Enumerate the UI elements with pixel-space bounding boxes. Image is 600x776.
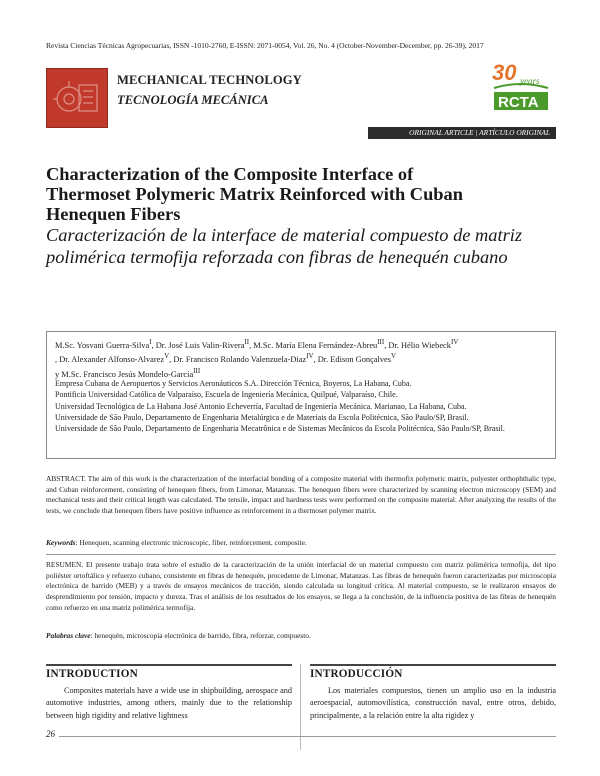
palabras-clave: Palabras clave: henequén, microscopía electrónica de barrido, fibra, reforzar, compuesto. [46,631,311,640]
journal-header: Revista Ciencias Técnicas Agropecuarias, ISSN -1010-2760, E-ISSN: 2071-0054, Vol. 26, No. 4 (October-November-December, pp. 26-39), 2017 [46,41,484,50]
rcta-logo [488,58,552,118]
page-number: 26 [46,729,55,739]
section-title-es: TECNOLOGÍA MECÁNICA [117,93,269,107]
divider [46,554,556,555]
affiliation-item: Empresa Cubana de Aeropuertos y Servicios Aeronáuticos S.A. Dirección Técnica, Boyeros, La Habana, Cuba. [55,379,412,388]
affiliation-item: Universidade de São Paulo, Departamento de Engenharia Mecatrônica e de Sistemas Mecânicos da Escola Politécnica, São Paulo/SP, Brasil. [55,424,505,434]
affiliation-item: Pontificia Universidad Católica de Valparaíso, Escuela de Ingeniería Mecánica, Quilpué, Valparaíso, Chile. [55,390,398,400]
logo-years-text: years [520,76,540,86]
resumen: RESUMEN. El presente trabajo trata sobre el estudio de la caracterización de la unión interfacial de un material compuesto con matriz polimérica termofija, del tipo poliéster ortoftálico y refuerzo cubano, consistente en fibras de henequén, procedente de Limonar, Matanzas. Las fibras de henequén fueron caracterizadas por microscopia electrónica de barrido (MEB) y a través de ensayos mecánicos de tracción, siendo calculada su longitud crítica. Al material compuesto, se le realizaron ensayos de desprendimiento por tensión, impacto y dureza. Tras el análisis de los resultados de los ensayos, se llega a la conclusión, de la influencia positiva de las fibras de henequén como refuerzo en una matriz polimérica termofija. [46,560,556,612]
logo-years-number: 30 [492,60,517,85]
footer-rule [59,736,556,737]
heading-introduction: INTRODUCTION [46,668,138,680]
column-separator [300,664,301,750]
keywords: Keywords: Henequen, scanning electronic microscopic, fiber, reinforcement, composite. [46,538,307,547]
affiliation-item: Universidade de São Paulo, Departamento de Engenharia Metalúrgica e de Materiais da Escola Politécnica, São Paulo/SP, Brasil. [55,412,469,422]
section-logo [46,68,108,128]
abstract: ABSTRACT. The aim of this work is the characterization of the interfacial bonding of a composite material with thermofix polymeric matrix, polyester orthophthalic type, and Cuban reinforcement, consisting of henequen fibers, from Limonar, Matanzas. The henequen fibers were characterized by scanning electron microscopy (SEM) and mechanical tests and their critical length was calculated. The tensile, impact and hardness tests were performed on the composite material. After analyzing the results of the tests, we conclude that henequen fibers have positive influence as reinforcement in a thermoset polymer matrix. [46,474,556,516]
logo-name: RCTA [498,94,539,111]
column-rule-right [310,664,556,666]
section-title-en: MECHANICAL TECHNOLOGY [117,73,302,87]
affiliation-list [55,378,555,434]
gear-machine-icon [47,69,107,127]
article-title-en: Characterization of the Composite Interface of Thermoset Polymeric Matrix Reinforced with Cuban Henequen Fibers [46,164,463,224]
author-list: M.Sc. Yosvani Guerra-Silva$^I$, Dr. José Luis Valin-Rivera$^{II}$, M.Sc. María Elena Fernández-Abreu$^{III}$, Dr. Hélio Wiebeck$^{IV}$ , Dr. Alexander Alfonso-Alvarez$^V$, Dr. Francisco Rolando Valenzuela-Diaz$^{IV}$, Dr. Edison Gonçalves$^V$ y M.Sc. Francisco Jesús Mondelo-García$^{III}$ [55,338,459,379]
article-type-bar: ORIGINAL ARTICLE | ARTÍCULO ORIGINAL [368,127,556,139]
affiliation-item: Universidad Tecnológica de La Habana José Antonio Echeverría, Facultad de Ingeniería Mecánica. Marianao, La Habana, Cuba. [55,401,467,411]
column-rule-left [46,664,292,666]
intro-text-es: Los materiales compuestos, tienen un amplio uso en la industria aeroespacial, automovilística, construcción naval, entre otros, debido, principalmente, a la relación entre la alta rigidez y [310,686,556,720]
heading-introduccion: INTRODUCCIÓN [310,668,403,680]
intro-text-en: Composites materials have a wide use in shipbuilding, aerospace and automotive industries, among others, mainly due to the relationship between high rigidity and relative lightness [46,686,292,720]
article-title-es: Caracterización de la interface de material compuesto de matriz polimérica termofija reforzada con fibras de henequén cubano [46,225,523,267]
